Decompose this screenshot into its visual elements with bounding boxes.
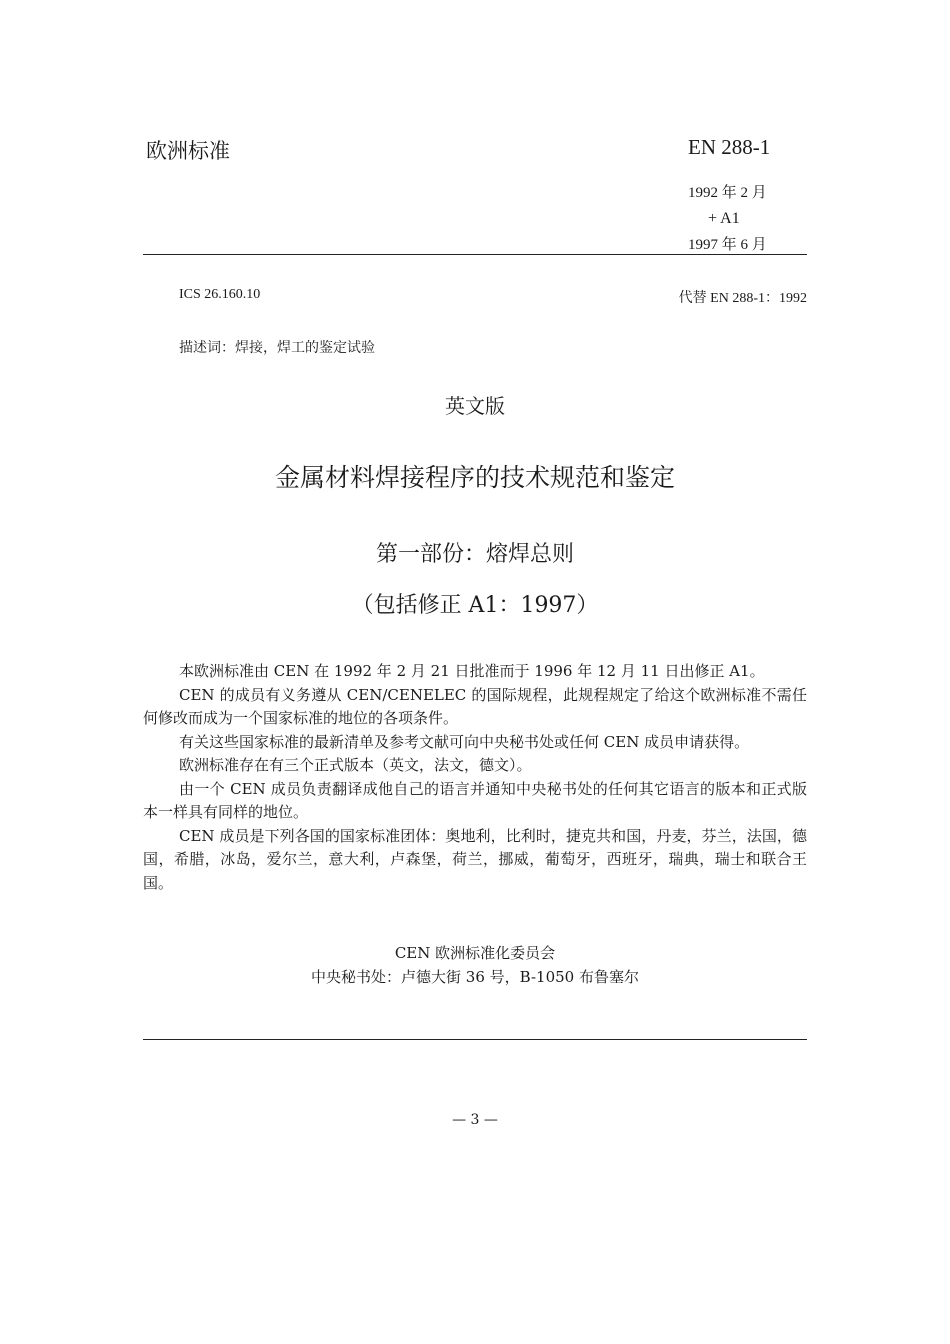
standard-region-label: 欧洲标准 xyxy=(146,139,230,163)
descriptors: 描述词：焊接，焊工的鉴定试验 xyxy=(179,340,375,356)
paragraph: 本欧洲标准由 CEN 在 1992 年 2 月 21 日批准而于 1996 年 12 月 11 日出修正 A1。 xyxy=(179,662,765,680)
part-title: 第一部份：熔焊总则 xyxy=(375,542,574,567)
standard-id: EN 288-1 xyxy=(688,135,771,159)
top-divider xyxy=(143,254,807,255)
organization-block xyxy=(0,941,950,989)
page-number: — 3 — xyxy=(452,1112,498,1128)
paragraph: CEN 的成员有义务遵从 CEN/CENELEC 的国际规程，此规程规定了给这个欧洲标准不需任何修改而成为一个国家标准的地位的各项条件。 xyxy=(143,685,807,727)
organization-name: CEN 欧洲标准化委员会 xyxy=(394,944,556,962)
body-text xyxy=(143,660,807,895)
publication-dates xyxy=(688,180,767,258)
paragraph: 有关这些国家标准的最新清单及参考文献可向中央秘书处或任何 CEN 成员申请获得。 xyxy=(179,732,750,751)
paragraph: 由一个 CEN 成员负责翻译成他自己的语言并通知中央秘书处的任何其它语言的版本和正式版本一样具有同样的地位。 xyxy=(143,779,807,821)
publication-date: 1992 年 2 月 xyxy=(688,185,767,201)
ics-code: ICS 26.160.10 xyxy=(179,287,261,302)
paragraph: CEN 成员是下列各国的国家标准团体：奥地利，比利时，捷克共和国，丹麦，芬兰，法国，德国，希腊，冰岛，爱尔兰，意大利，卢森堡，荷兰，挪威，葡萄牙，西班牙，瑞典，瑞士和联合王国。 xyxy=(143,826,807,892)
amendment-date: 1997 年 6 月 xyxy=(688,237,767,253)
amendment-label: + A1 xyxy=(708,210,740,227)
version-label: 英文版 xyxy=(445,394,505,418)
bottom-divider xyxy=(143,1039,807,1040)
paragraph: 欧洲标准存在有三个正式版本（英文，法文，德文）。 xyxy=(179,756,532,774)
replaces-note: 代替 EN 288-1：1992 xyxy=(678,291,807,306)
amendment-title: （包括修正 A1：1997） xyxy=(351,593,599,618)
document-title: 金属材料焊接程序的技术规范和鉴定 xyxy=(274,463,675,492)
organization-address: 中央秘书处：卢德大街 36 号，B-1050 布鲁塞尔 xyxy=(311,968,639,986)
